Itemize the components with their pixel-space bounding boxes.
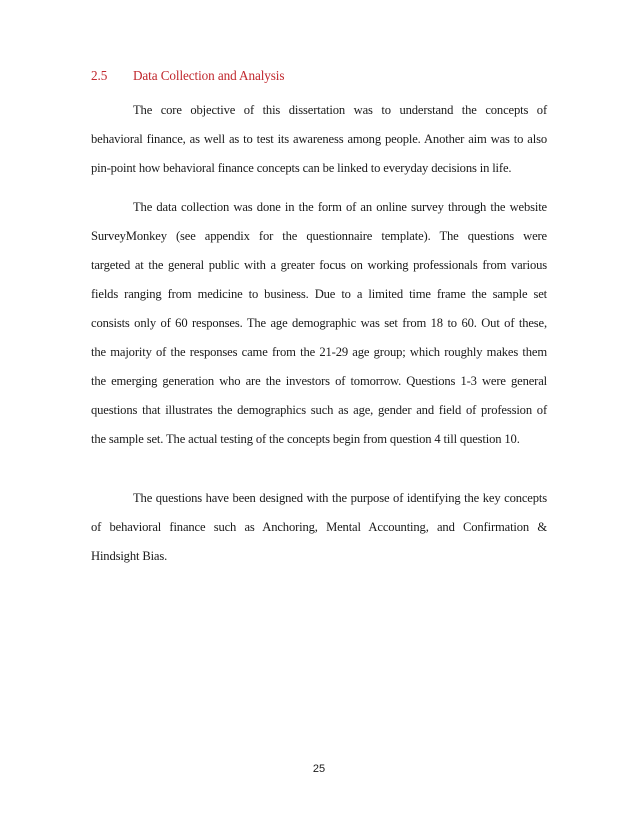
paragraph-line: pin-point how behavioral finance concepts can be linked to everyday decisions in life. xyxy=(91,161,512,175)
paragraph-line: the emerging generation who are the investors of tomorrow. Questions 1-3 were general xyxy=(91,374,547,388)
paragraph-line: SurveyMonkey (see appendix for the questionnaire template). The questions were xyxy=(91,229,547,243)
page-number: 25 xyxy=(312,763,326,775)
paragraph-line: questions that illustrates the demographics such as age, gender and field of profession of xyxy=(91,403,547,417)
paragraph-line: The data collection was done in the form of an online survey through the website xyxy=(133,200,547,214)
paragraph-line: consists only of 60 responses. The age demographic was set from 18 to 60. Out of these, xyxy=(91,316,547,330)
paragraph-line: the sample set. The actual testing of the concepts begin from question 4 till question 10. xyxy=(91,432,520,446)
paragraph-line: of behavioral finance such as Anchoring, Mental Accounting, and Confirmation & xyxy=(91,520,547,534)
paragraph-line: behavioral finance, as well as to test its awareness among people. Another aim was to also xyxy=(91,132,547,146)
paragraph-line: The questions have been designed with the purpose of identifying the key concepts xyxy=(133,491,547,505)
paragraph-line: Hindsight Bias. xyxy=(91,549,168,563)
paragraph-line: fields ranging from medicine to business. Due to a limited time frame the sample set xyxy=(91,287,547,301)
paragraph-data-collection xyxy=(91,193,547,454)
section-number: 2.5 xyxy=(91,68,108,83)
paragraph-line: targeted at the general public with a greater focus on working professionals from various xyxy=(91,258,547,272)
section-heading xyxy=(91,68,284,84)
paragraph-line: the majority of the responses came from the 21-29 age group; which roughly makes them xyxy=(91,345,547,359)
paragraph-questions-design xyxy=(91,484,547,571)
paragraph-objective xyxy=(91,96,547,183)
paragraph-line: The core objective of this dissertation was to understand the concepts of xyxy=(133,103,547,117)
section-title: Data Collection and Analysis xyxy=(133,68,285,83)
